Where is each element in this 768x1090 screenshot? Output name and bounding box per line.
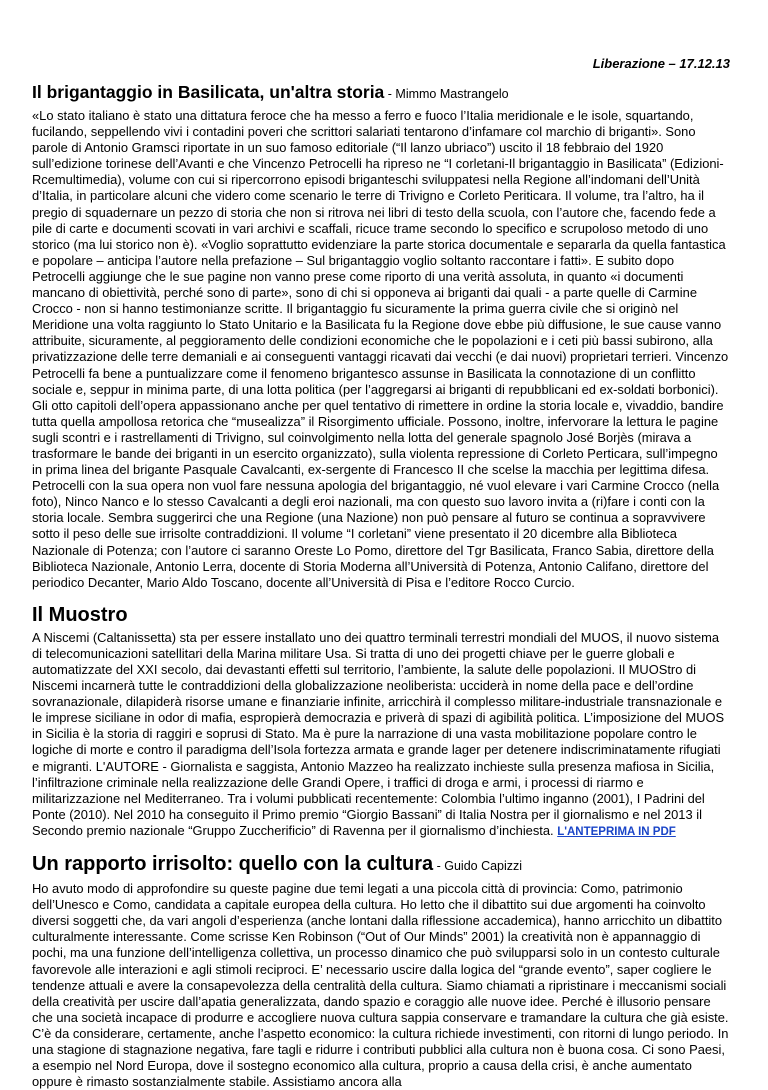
article-title-text: Un rapporto irrisolto: quello con la cultura [32,853,434,876]
source-date-header: Liberazione – 17.12.13 [592,56,730,71]
article-body: Ho avuto modo di approfondire su queste pagine due temi legati a una piccola città di provincia: Como, patrimonio dell’Unesco e Como, candidata a capitale europea della cultura. Ho letto che il dibattito sui due argomenti ha coinvolto diversi soggetti che, da vari angoli d’esperienza (anche lontani dalla riflessione accademica), hanno arricchito un dibattito culturalmente interessante. Come scrisse Ken Robinson (“Out of Our Minds” 2001) la creatività non è appannaggio di pochi, ma una funzione dell’intelligenza collettiva, un processo dinamico che può svilupparsi solo in un contesto culturale favorevole alle interazioni e agli stimoli reciproci. E’ necessario uscire dalla logica del “grande evento”, saper cogliere le tendenze attuali e avere la consapevolezza della centralità della cultura. Siamo chiamati a ripristinare i meccanismi sociali della creatività per uscire dall’apatia generalizzata, dando spazio e coraggio alle nuove idee. Perché è illusorio pensare che una società incapace di produrre e accogliere nuova cultura sappia conservare e tramandare la cultura che già esiste. C’è da considerare, certamente, anche l’aspetto economico: la cultura richiede investimenti, con ritorni di lungo periodo. In una stagione di stagnazione negativa, fare tagli e ridurre i contributi pubblici alla cultura non è buona cosa. Ci sono Paesi, a esempio nel Nord Europa, dove il sostegno economico alla cultura, proprio a causa della crisi, è anche aumentato oppure è rimasto sostanzialmente stabile. Assistiamo ancora alla [32,881,729,1090]
article-cultura [32,852,730,1090]
article-title [32,603,730,627]
article-body: «Lo stato italiano è stato una dittatura feroce che ha messo a ferro e fuoco l’Italia meridionale e le isole, squartando, fucilando, seppellendo vivi i contadini poveri che scrittori salariati tentarono d’infamare col marchio di briganti». Sono parole di Antonio Gramsci riportate in un suo famoso editoriale (“Il lanzo ubriaco”) uscito il 18 febbraio del 1920 sull’edizione torinese dell’Avanti e che Vincenzo Petrocelli ha ripreso ne “I corletani-Il brigantaggio in Basilicata” (Edizioni-Rcemultimedia), volume con cui si ripercorrono episodi briganteschi sviluppatesi nella Regione all’indomani dell’Unità d’Italia, in particolare alcuni che videro come scenario le terre di Trivigno e Corleto Periticara. Il volume, tra l’altro, ha il pregio di squadernare un pezzo di storia che non si ritrova nei libri di testo della scuola, con l’autore che, facendo fede a pile di carte e documenti scovati in vari archivi e scaffali, ricuce trame secondo lo specifico e scrupoloso metodo di uno storico (ma lui storico non è). «Voglio soprattutto evidenziare la parte storica documentale e separarla da quella fantastica e popolare – anticipa l’autore nella prefazione – Sul brigantaggio voglio soltanto raccontare i fatti». E subito dopo Petrocelli aggiunge che le sue pagine non vanno prese come riporto di una verità assoluta, in quanto «i documenti mancano di obiettività, perché sono di parte», sono di chi si opponeva ai briganti dai quali - a parte quelle di Carmine Crocco - non si hanno testimonianze scritte. Il brigantaggio fu sicuramente la prima guerra civile che si originò nel Meridione una volta raggiunto lo Stato Unitario e la Basilicata fu la Regione dove ebbe più diffusione, le sue cause vanno attribuite, sicuramente, al peggioramento delle condizioni economiche che le popolazioni e i ceti più bassi subirono, alla privatizzazione delle terre demaniali e ai conseguenti vantaggi ricavati dai vecchi (e dai nuovi) proprietari terrieri. Vincenzo Petrocelli fa bene a puntualizzare come il fenomeno brigantesco assunse in Basilicata la connotazione di un conflitto sociale e, seppur in minima parte, di una lotta politica (per l’aggregarsi ai briganti di repubblicani ed ex-soldati borbonici). Gli otto capitoli dell’opera appassionano anche per quel tentativo di rimettere in ordine la storia locale e, vivaddio, bandire tutta quella ampollosa retorica che “musealizza” il Risorgimento ufficiale. Possono, inoltre, infervorare la lettura le pagine sugli scontri e i rastrellamenti di Trivigno, sul coinvolgimento nella lotta del generale spagnolo José Borjès (mirava a trasformare le bande dei briganti in un esercito organizzato), sulla violenta repressione di Corleto Perticara, sull’impegno in prima linea del brigante Pasquale Cavalcanti, ex-sergente di Francesco II che scelse la macchia per legittima difesa. Petrocelli con la sua opera non vuol fare nessuna apologia del brigantaggio, né vuol elevare i vari Carmine Crocco (nella foto), Ninco Nanco e lo stesso Cavalcanti a degli eroi nazionali, ma con questo suo lavoro invita a (ri)fare i conti con la storia locale. Sembra suggerirci che una Regione (una Nazione) non può pensare al futuro se continua a sopravvivere sotto il peso delle sue irrisolte contraddizioni. Il volume “I corletani” viene presentato il 20 dicembre alla Biblioteca Nazionale di Potenza; con l’autore ci saranno Oreste Lo Pomo, direttore del Tgr Basilicata, Franco Sabia, direttore della Biblioteca Nazionale, Antonio Lerra, docente di Storia Moderna all’Università di Potenza, Antonio Califano, direttore del periodico Decanter, Mario Aldo Toscano, docente all’Università di Pisa e l’editore Rocco Curcio. [32,108,729,590]
article-title [32,82,730,105]
document-page [32,0,730,1090]
article-title-text: Il brigantaggio in Basilicata, un'altra storia [32,82,385,102]
article-author: - Guido Capizzi [433,859,523,874]
article-body [32,630,730,840]
article-body-text: A Niscemi (Caltanissetta) sta per essere installato uno dei quattro terminali terrestri mondiali del MUOS, il nuovo sistema di telecomunicazioni satellitari della Marina militare Usa. Si tratta di uno dei progetti chiave per le guerre globali e automatizzate del XXI secolo, dai devastanti effetti sul territorio, l’ambiente, la salute delle popolazioni. Il MUOStro di Niscemi incarnerà tutte le contraddizioni della globalizzazione neoliberista: ucciderà in nome della pace e dell’ordine sovranazionale, dilapiderà risorse umane e finanziarie infinite, arricchirà il complesso militare-industriale transnazionale e le imprese siciliane in odor di mafia, espropierà democrazia e priverà di spazi di agibilità politica. L’imposizione del MUOS in Sicilia è la storia di raggiri e soprusi di Stato. Ma è pure la narrazione di una vasta mobilitazione popolare contro le logiche di morte e contro il paradigma dell’Isola fortezza armata e grande lager per detenere indiscriminatamente rifugiati e migranti. L'AUTORE - Giornalista e saggista, Antonio Mazzeo ha realizzato inchieste sulla presenza mafiosa in Sicilia, l’infiltrazione criminale nella realizzazione delle Grandi Opere, i traffici di droga e armi, i processi di riarmo e militarizzazione nel Mediterraneo. Tra i volumi pubblicati recentemente: Colombia l’ultimo inganno (2001), I Padrini del Ponte (2010). Nel 2010 ha conseguito il Primo premio “Giorgio Bassani” di Italia Nostra per il giornalismo e nel 2013 il Secondo premio nazionale “Gruppo Zuccherificio” di Ravenna per il giornalismo d’inchiesta. [32,629,725,838]
article-author: - Mimmo Mastrangelo [384,87,509,101]
article-title [32,852,730,878]
article-muostro [32,603,730,840]
article-title-text: Il Muostro [32,603,128,626]
article-brigantaggio [32,82,730,591]
pdf-preview-link[interactable]: L'ANTEPRIMA IN PDF [557,825,676,838]
